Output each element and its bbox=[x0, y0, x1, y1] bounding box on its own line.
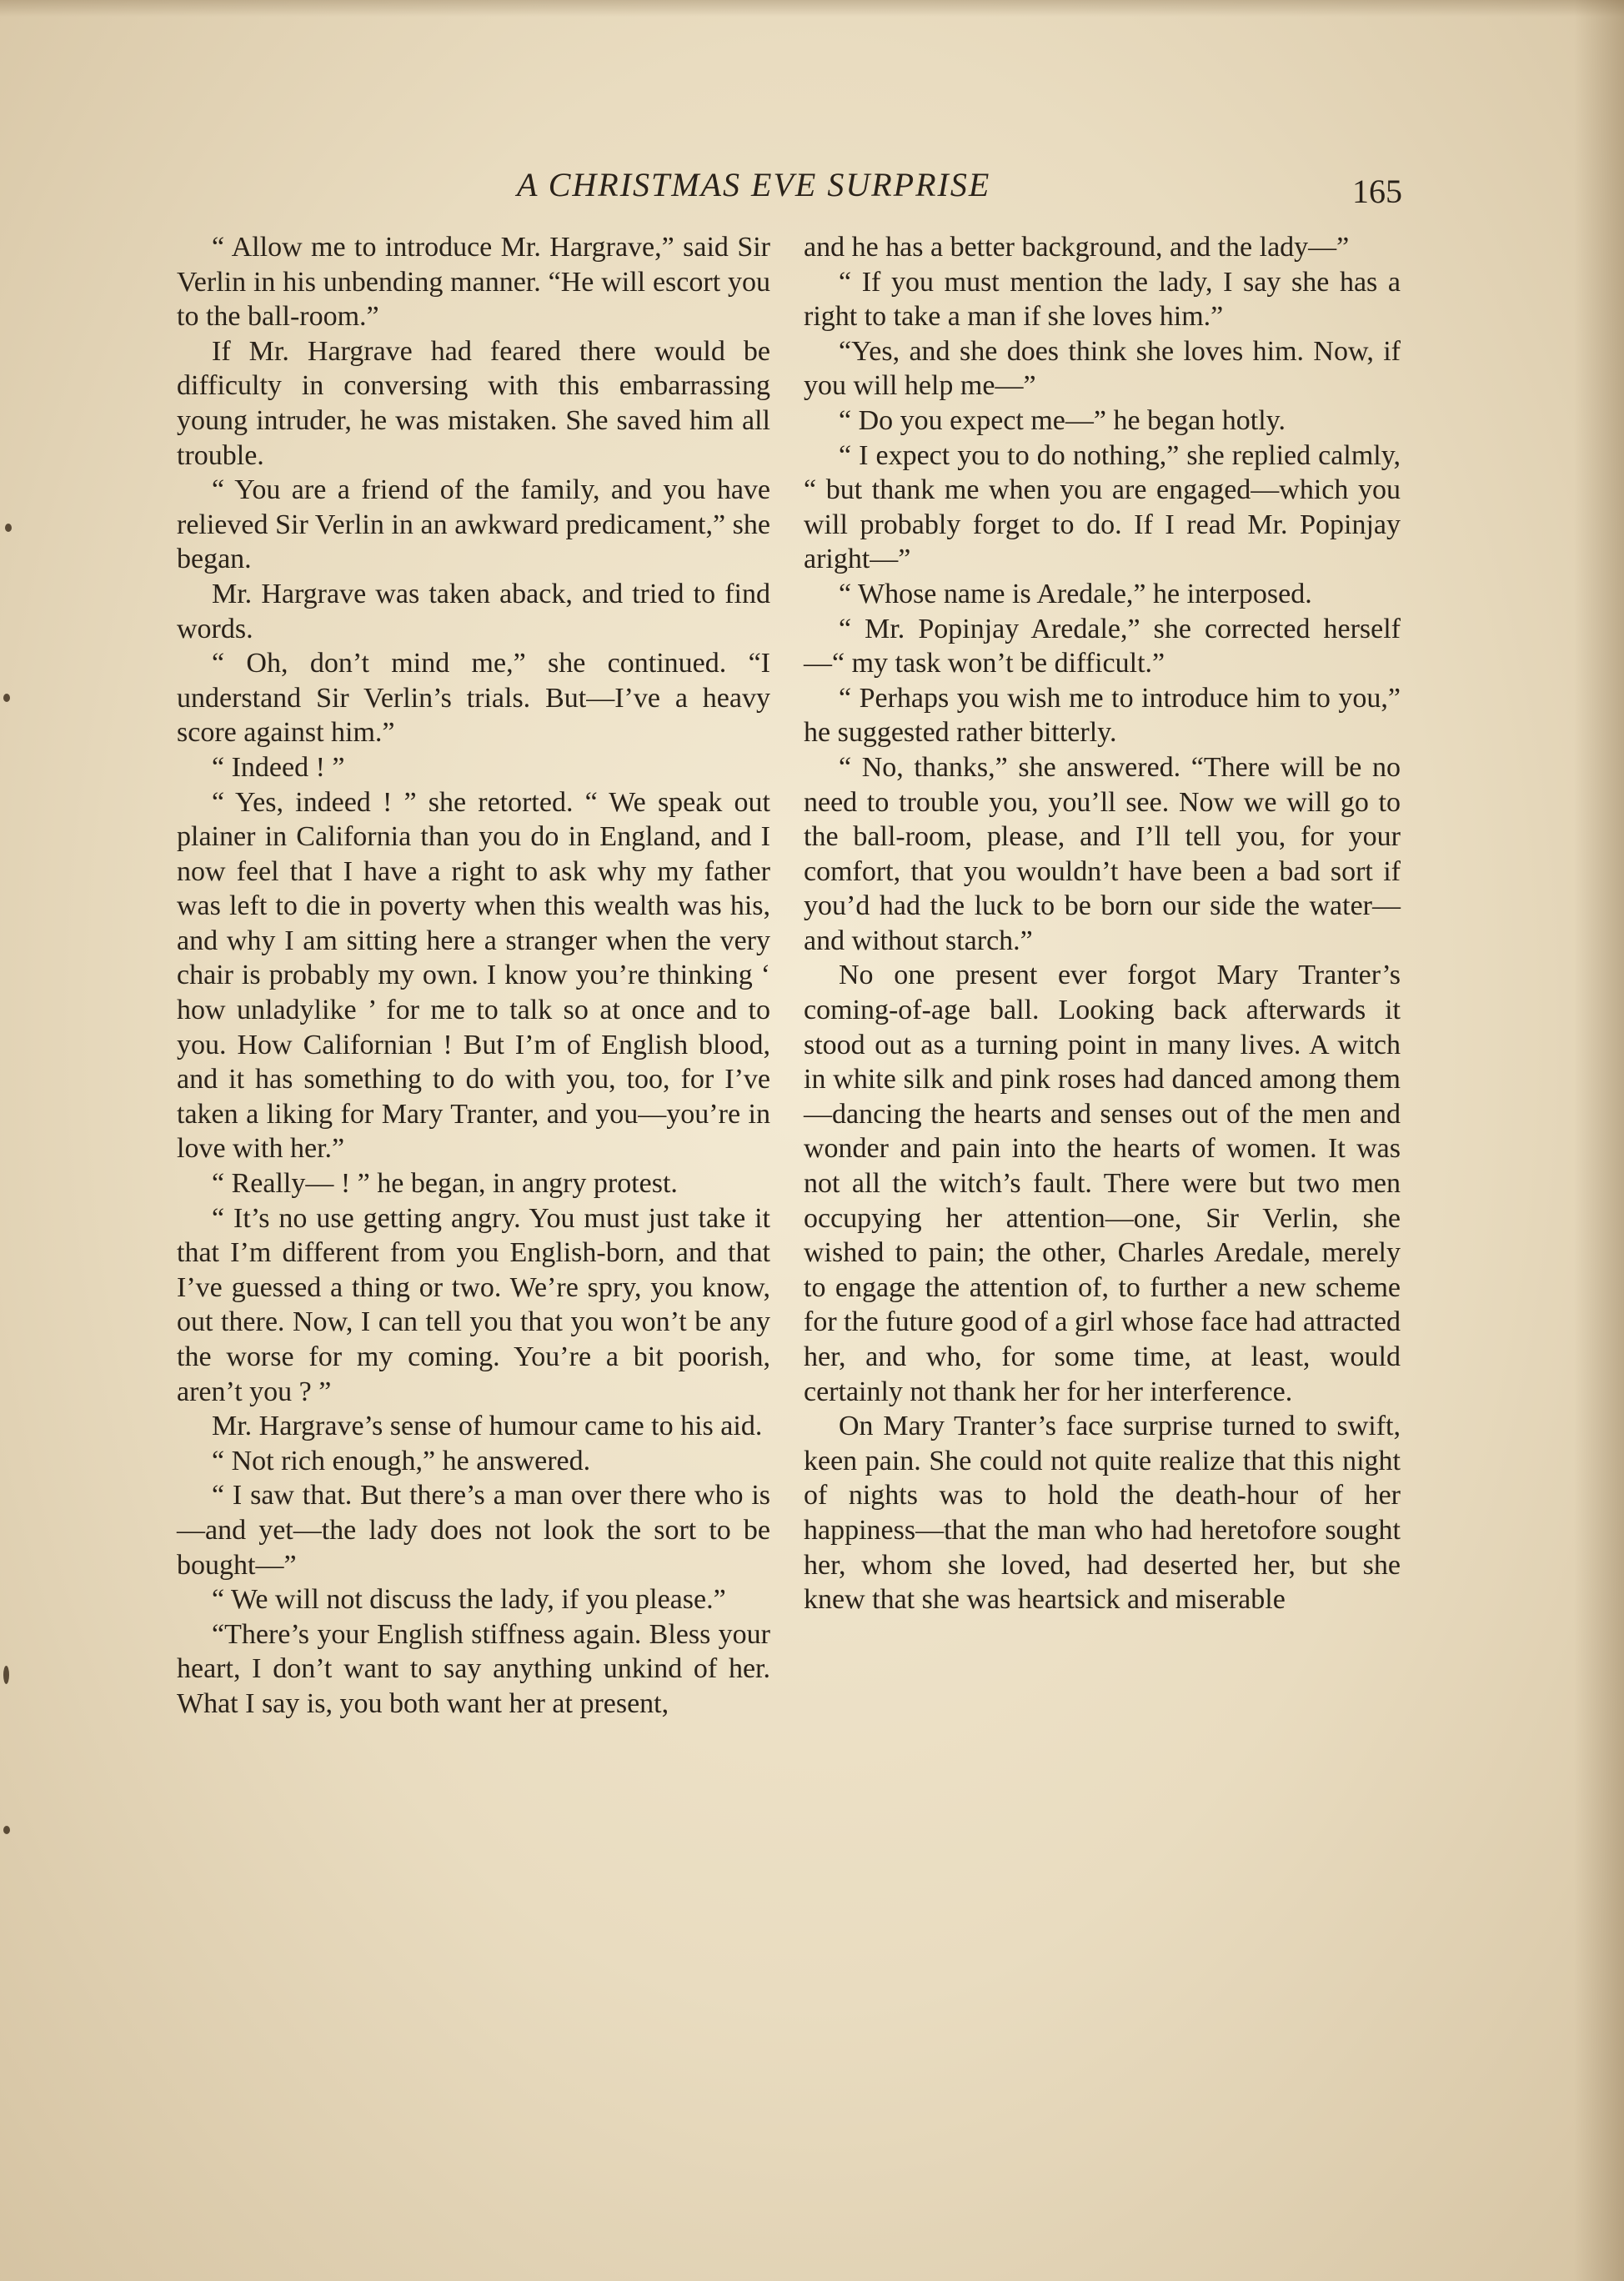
paragraph: “ Whose name is Aredale,” he interposed. bbox=[839, 578, 1312, 609]
paragraph: No one present ever forgot Mary Tranter’s coming-of-age ball. Looking back afterwards it stood out as a turning point in many lives. A witch in white silk and pink roses had danced among them—dancing the hearts and senses out of the men and wonder and pain into the hearts of women. It was not all the witch’s fault. There were but two men occupying her attention—one, Sir Verlin, she wished to pain; the other, Charles Aredale, merely to engage the attention of, to further a new scheme for the future good of a girl whose face had attracted her, and who, for some time, at least, would certainly not thank her for her interference. bbox=[804, 960, 1401, 1407]
page-edge-shadow bbox=[1574, 0, 1624, 2281]
paragraph: Mr. Hargrave’s sense of humour came to his aid. bbox=[212, 1411, 763, 1442]
paragraph: “ I saw that. But there’s a man over there who is—and yet—the lady does not look the sort to be bought—” bbox=[177, 1480, 770, 1581]
binding-mark bbox=[3, 1826, 10, 1834]
paragraph: “ Really— ! ” he began, in angry protest. bbox=[212, 1168, 678, 1200]
page-number: 165 bbox=[1352, 173, 1402, 210]
page-top-shadow bbox=[0, 0, 1624, 17]
paragraph: “ Oh, don’t mind me,” she continued. “I understand Sir Verlin’s trials. But—I’ve a heavy score against him.” bbox=[177, 648, 770, 749]
paragraph-continued: and he has a better background, and the lady—” bbox=[804, 232, 1350, 263]
paragraph: Mr. Hargrave was taken aback, and tried to find words. bbox=[177, 578, 770, 644]
paragraph: “There’s your English stiffness again. Bless your heart, I don’t want to say anything unkind of her. What I say is, you both want her at present, bbox=[177, 1618, 770, 1719]
binding-mark bbox=[3, 1666, 9, 1684]
paragraph: “ We will not discuss the lady, if you please.” bbox=[212, 1584, 726, 1616]
paragraph: “ Yes, indeed ! ” she retorted. “ We speak out plainer in California than you do in England, and I now feel that I have a right to ask why my father was left to die in poverty when this wealth was his, and why I am sitting here a stranger when the very chair is probably my own. I know you’re thinking ‘ how unladylike ’ for me to talk so at once and to you. How Californian ! But I’m of English blood, and it has something to do with you, too, for I’ve taken a liking for Mary Tranter, and you—you’re in love with her.” bbox=[177, 786, 770, 1165]
paragraph: “ You are a friend of the family, and you have relieved Sir Verlin in an awkward predicament,” she began. bbox=[177, 474, 770, 575]
binding-mark bbox=[3, 694, 10, 702]
paragraph: “ Not rich enough,” he answered. bbox=[212, 1445, 591, 1476]
paragraph: “ Do you expect me—” he began hotly. bbox=[839, 404, 1286, 436]
binding-mark bbox=[5, 524, 12, 532]
paragraph: “Yes, and she does think she loves him. Now, if you will help me—” bbox=[804, 335, 1401, 402]
paragraph: “ It’s no use getting angry. You must just take it that I’m different from you English-born, and that I’ve guessed a thing or two. We’re spry, you know, out there. Now, I can tell you that you won’t be any the worse for my coming. You’re a bit poorish, aren’t you ? ” bbox=[177, 1202, 770, 1407]
paragraph: “ Perhaps you wish me to introduce him to you,” he suggested rather bitterly. bbox=[804, 682, 1401, 749]
paragraph: If Mr. Hargrave had feared there would be difficulty in conversing with this embarrassing young intruder, he was mistaken. She saved him all trouble. bbox=[177, 335, 770, 471]
paragraph: On Mary Tranter’s face surprise turned to swift, keen pain. She could not quite realize that this night of nights was to hold the death-hour of her happiness—that the man who had heretofore sought her, whom she loved, had deserted her, but she knew that she was heartsick and miserable bbox=[804, 1411, 1401, 1616]
paragraph: “ No, thanks,” she answered. “There will be no need to trouble you, you’ll see. Now we will go to the ball-room, please, and I’ll tell you, for your comfort, that you wouldn’t have been a bad sort if you’d had the luck to be born our side the water—and without starch.” bbox=[804, 751, 1401, 956]
paragraph: “ Allow me to introduce Mr. Hargrave,” said Sir Verlin in his unbending manner. “He will escort you to the ball-room.” bbox=[177, 232, 770, 333]
right-column bbox=[804, 230, 1401, 1617]
paragraph: “ If you must mention the lady, I say she has a right to take a man if she loves him.” bbox=[804, 266, 1401, 333]
paragraph: “ I expect you to do nothing,” she replied calmly, “ but thank me when you are engaged—which you will probably forget to do. If I read Mr. Popinjay aright—” bbox=[804, 439, 1401, 575]
left-column bbox=[177, 230, 770, 1722]
running-title: A CHRISTMAS EVE SURPRISE bbox=[517, 166, 991, 203]
paragraph: “ Indeed ! ” bbox=[212, 751, 345, 783]
paragraph: “ Mr. Popinjay Aredale,” she corrected herself—“ my task won’t be difficult.” bbox=[804, 613, 1401, 679]
